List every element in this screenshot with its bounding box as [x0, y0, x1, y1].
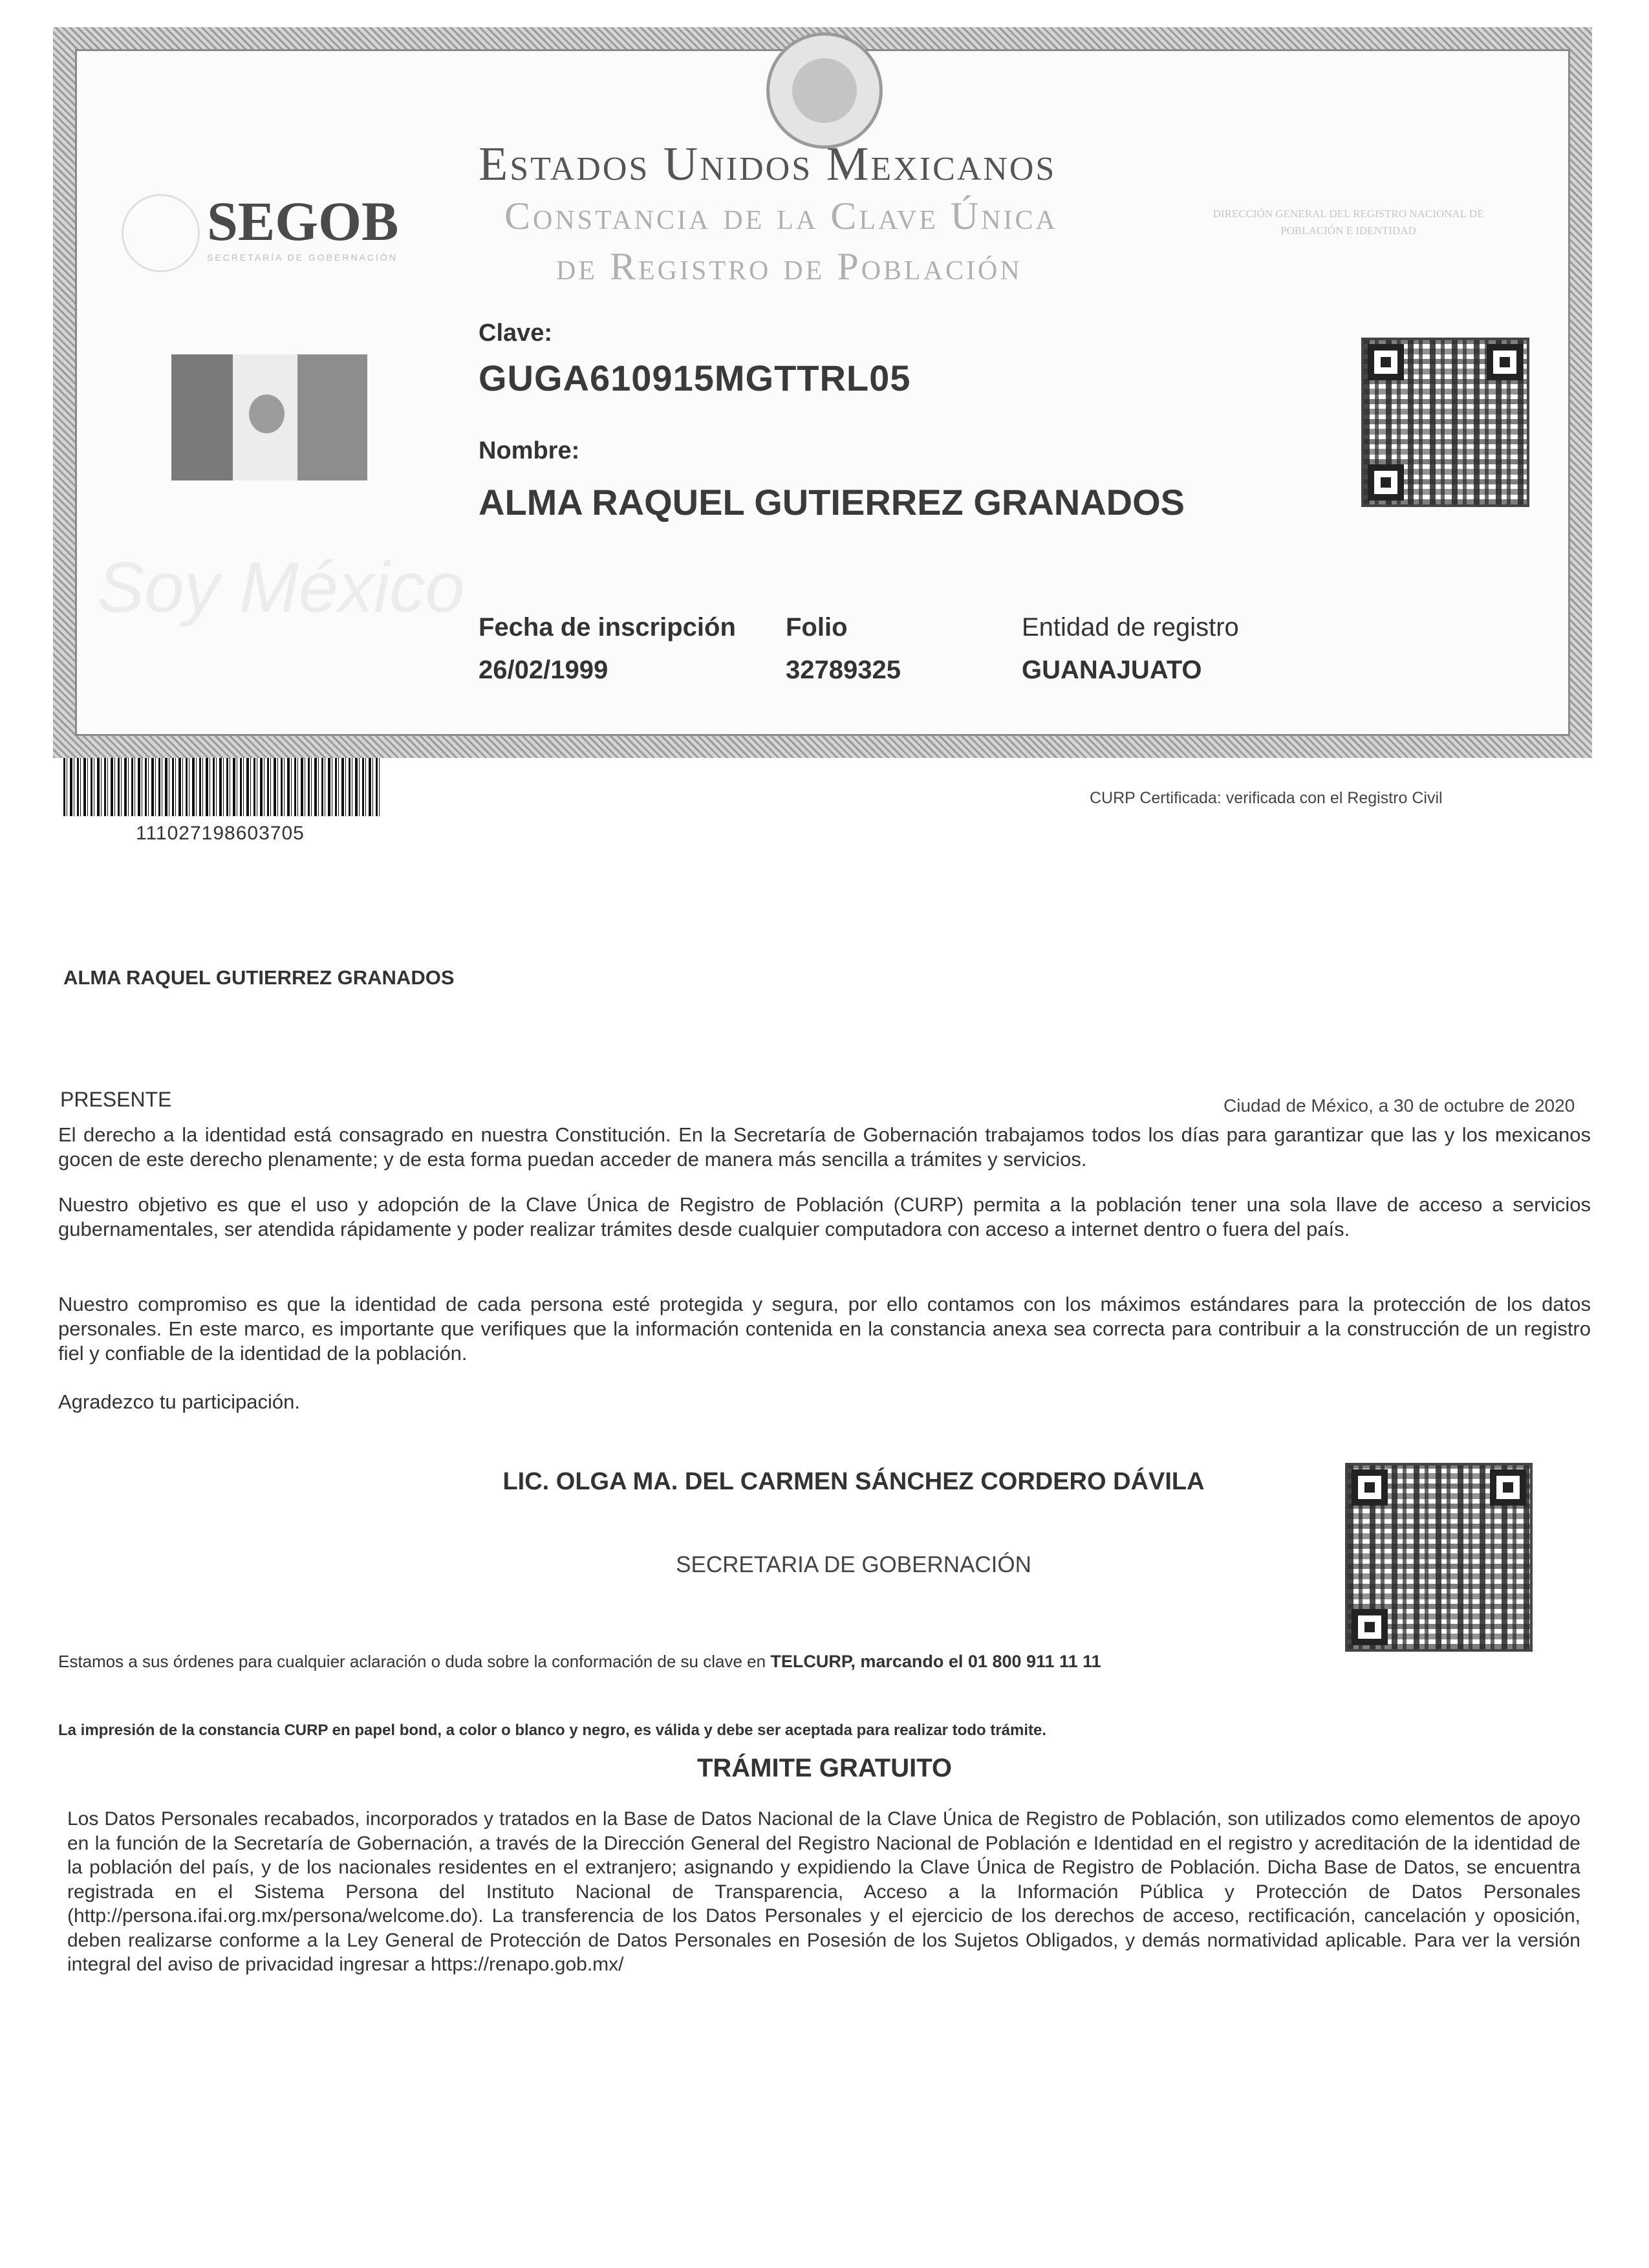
- letter-paragraph-1: El derecho a la identidad está consagrado en nuestra Constitución. En la Secretaría de Gobernación trabajamos todos los días para garantizar que las y los mexicanos gocen de este derecho plenamente; y de esta forma puedan acceder de manera más sencilla a trámites y servicios.: [58, 1123, 1591, 1171]
- flag-emblem-icon: [249, 394, 285, 433]
- entidad-value: GUANAJUATO: [1022, 656, 1202, 684]
- tramite-gratuito-heading: TRÁMITE GRATUITO: [696, 1754, 953, 1782]
- document-title-line1: Constancia de la Clave Única: [504, 195, 1058, 237]
- segob-emblem-icon: [122, 194, 200, 272]
- qr-code-icon: [1361, 338, 1529, 507]
- entidad-label: Entidad de registro: [1022, 613, 1239, 642]
- letter-paragraph-4: Agradezco tu participación.: [58, 1390, 300, 1413]
- mexican-flag-icon: [171, 354, 233, 481]
- fecha-inscripcion-value: 26/02/1999: [479, 656, 609, 684]
- flag-red-stripe: [297, 354, 367, 481]
- nombre-label: Nombre:: [479, 437, 580, 464]
- telcurp-text: Estamos a sus órdenes para cualquier aclaración o duda sobre la conformación de su clave en: [58, 1652, 766, 1671]
- telcurp-number: TELCURP, marcando el 01 800 911 11 11: [770, 1652, 1101, 1671]
- coat-of-arms-center: [792, 58, 857, 123]
- letter-recipient: ALMA RAQUEL GUTIERREZ GRANADOS: [63, 966, 455, 989]
- privacy-notice: Los Datos Personales recabados, incorporados y tratados en la Base de Datos Nacional de la Clave Única de Registro de Población, son utilizados como elementos de apoyo en la función de la Secretaría de Gobernación, a través de la Dirección General del Registro Nacional de Población e Identidad en el registro y acreditación de la identidad de la población del país, y de los nacionales residentes en el extranjero; asignando y expidiendo la Clave Única de Registro de Población. Dicha Base de Datos, se encuentra registrada en el Sistema Persona del Instituto Nacional de Transparencia, Acceso a la Información Pública y Protección de Datos Personales (http://persona.ifai.org.mx/persona/welcome.do). La transferencia de los Datos Personales y el ejercicio de los derechos de acceso, rectificación, cancelación y oposición, deben realizarse conforme a la Ley General de Protección de Datos Personales en Posesión de los Sujetos Obligados, y demás normatividad aplicable. Para ver la versión integral del aviso de privacidad ingresar a https://renapo.gob.mx/: [67, 1808, 1580, 1975]
- qr-code-icon: [1345, 1463, 1533, 1652]
- letter-paragraph-2: Nuestro objetivo es que el uso y adopción de la Clave Única de Registro de Población (CURP) permita a la población tener una sola llave de acceso a servicios gubernamentales, ser atendida rápidamente y poder realizar trámites desde cualquier computadora con acceso a internet dentro o fuera del país.: [58, 1193, 1591, 1240]
- signatory-position: SECRETARIA DE GOBERNACIÓN: [676, 1552, 1031, 1577]
- letter-presente: PRESENTE: [60, 1088, 172, 1111]
- print-validity-notice: La impresión de la constancia CURP en papel bond, a color o blanco y negro, es válida y debe ser aceptada para realizar todo trámite.: [58, 1722, 1047, 1739]
- clave-label: Clave:: [479, 319, 553, 347]
- document-title-line2: de Registro de Población: [556, 245, 1022, 288]
- folio-label: Folio: [786, 613, 848, 642]
- letter-paragraph-3: Nuestro compromiso es que la identidad de cada persona esté protegida y segura, por ello contamos con los máximos estándares para la protección de los datos personales. En este marco, es importante que verifiques que la información contenida en la constancia anexa sea correcta para contribuir a la construcción de un registro fiel y confiable de la identidad de la población.: [58, 1293, 1591, 1365]
- clave-value: GUGA610915MGTTRL05: [479, 358, 911, 398]
- agency-subtitle: SECRETARÍA DE GOBERNACIÓN: [207, 252, 398, 263]
- fecha-inscripcion-label: Fecha de inscripción: [479, 613, 736, 642]
- folio-value: 32789325: [786, 656, 901, 684]
- watermark: Soy México: [97, 548, 465, 627]
- directorate-text: DIRECCIÓN GENERAL DEL REGISTRO NACIONAL DE POBLACIÓN E IDENTIDAD: [1212, 208, 1484, 237]
- telcurp-line: [58, 1652, 1101, 1672]
- signatory-name: LIC. OLGA MA. DEL CARMEN SÁNCHEZ CORDERO DÁVILA: [502, 1468, 1205, 1495]
- agency-logo-text: SEGOB: [207, 190, 399, 252]
- curp-certification-text: CURP Certificada: verificada con el Registro Civil: [1090, 789, 1443, 807]
- letter-date: Ciudad de México, a 30 de octubre de 2020: [1223, 1096, 1575, 1116]
- nombre-value: ALMA RAQUEL GUTIERREZ GRANADOS: [479, 482, 1185, 523]
- country-title: Estados Unidos Mexicanos: [479, 138, 1057, 191]
- barcode-icon: [63, 758, 382, 816]
- barcode-number: 111027198603705: [136, 823, 305, 844]
